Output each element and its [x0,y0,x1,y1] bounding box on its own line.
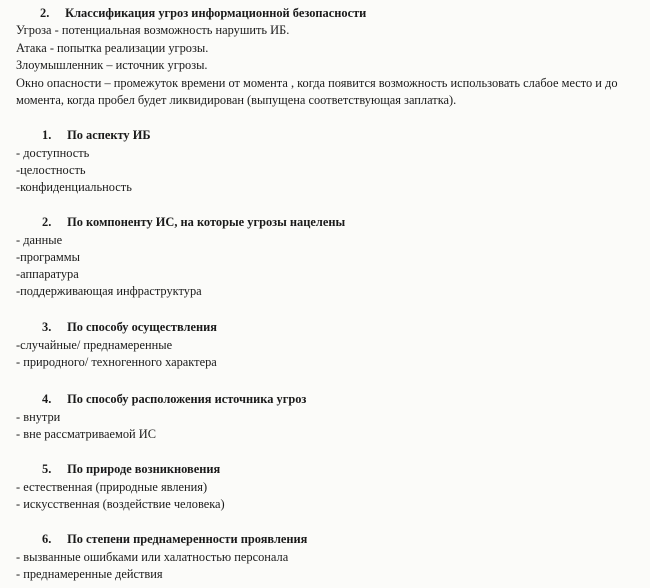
section-intent [16,532,308,583]
section-aspect [16,128,151,196]
section-title: По природе возникновения [67,462,221,476]
list-item: - вне рассматриваемой ИС [16,427,156,441]
section-title: По аспекту ИБ [67,128,151,142]
intro-line: Атака - попытка реализации угрозы. [16,40,209,55]
section-number: 6. [42,532,52,546]
list-item: - преднамеренные действия [16,567,163,581]
list-item: - доступность [16,146,90,160]
section-number: 5. [42,462,52,476]
intro-line: Окно опасности – промежуток времени от момента , когда появится возможность использовать слабое место и до момента, когда пробел будет ликвидирован (выпущена соответствующая заплатка). [16,75,618,107]
list-item: -поддерживающая инфраструктура [16,284,202,298]
list-item: - вызванные ошибками или халатностью персонала [16,550,289,564]
section-number: 4. [42,392,52,406]
section-title: По способу расположения источника угроз [67,392,307,406]
list-item: - искусственная (воздействие человека) [16,497,225,511]
section-heading [42,215,345,230]
list-item: - внутри [16,410,61,424]
section-heading [42,532,314,547]
section-items [16,549,288,583]
list-item: - природного/ техногенного характера [16,355,217,369]
section-number: 1. [42,128,52,142]
intro-line: Злоумышленник – источник угрозы. [16,58,208,72]
section-items [16,337,217,371]
list-item: -случайные/ преднамеренные [16,338,173,352]
section-number: 3. [42,320,52,334]
section-heading [42,128,158,143]
section-number: 2. [42,215,52,229]
section-title: По степени преднамеренности проявления [67,532,308,546]
section-items [16,232,319,300]
main-heading [40,6,366,21]
list-item: -аппаратура [16,267,79,281]
list-item: -программы [16,250,80,264]
intro-block [16,22,644,110]
section-origin [16,462,225,513]
section-method [16,320,217,371]
section-heading [42,320,243,335]
list-item: -конфиденциальность [16,180,132,194]
list-item: - данные [16,233,63,247]
section-items [16,409,280,443]
section-component [16,215,346,300]
section-items [16,145,132,196]
main-heading-number: 2. [40,6,50,20]
main-heading-title: Классификация угроз информационной безопасности [65,6,367,20]
list-item: - естественная (природные явления) [16,480,208,494]
section-source-location [16,392,307,443]
section-title: По способу осуществления [67,320,217,334]
intro-line: Угроза - потенциальная возможность нарушить ИБ. [16,23,290,37]
section-heading [42,392,306,407]
section-title: По компоненту ИС, на которые угрозы нацелены [67,215,346,229]
list-item: -целостность [16,163,86,177]
section-items [16,479,225,513]
section-heading [42,462,251,477]
